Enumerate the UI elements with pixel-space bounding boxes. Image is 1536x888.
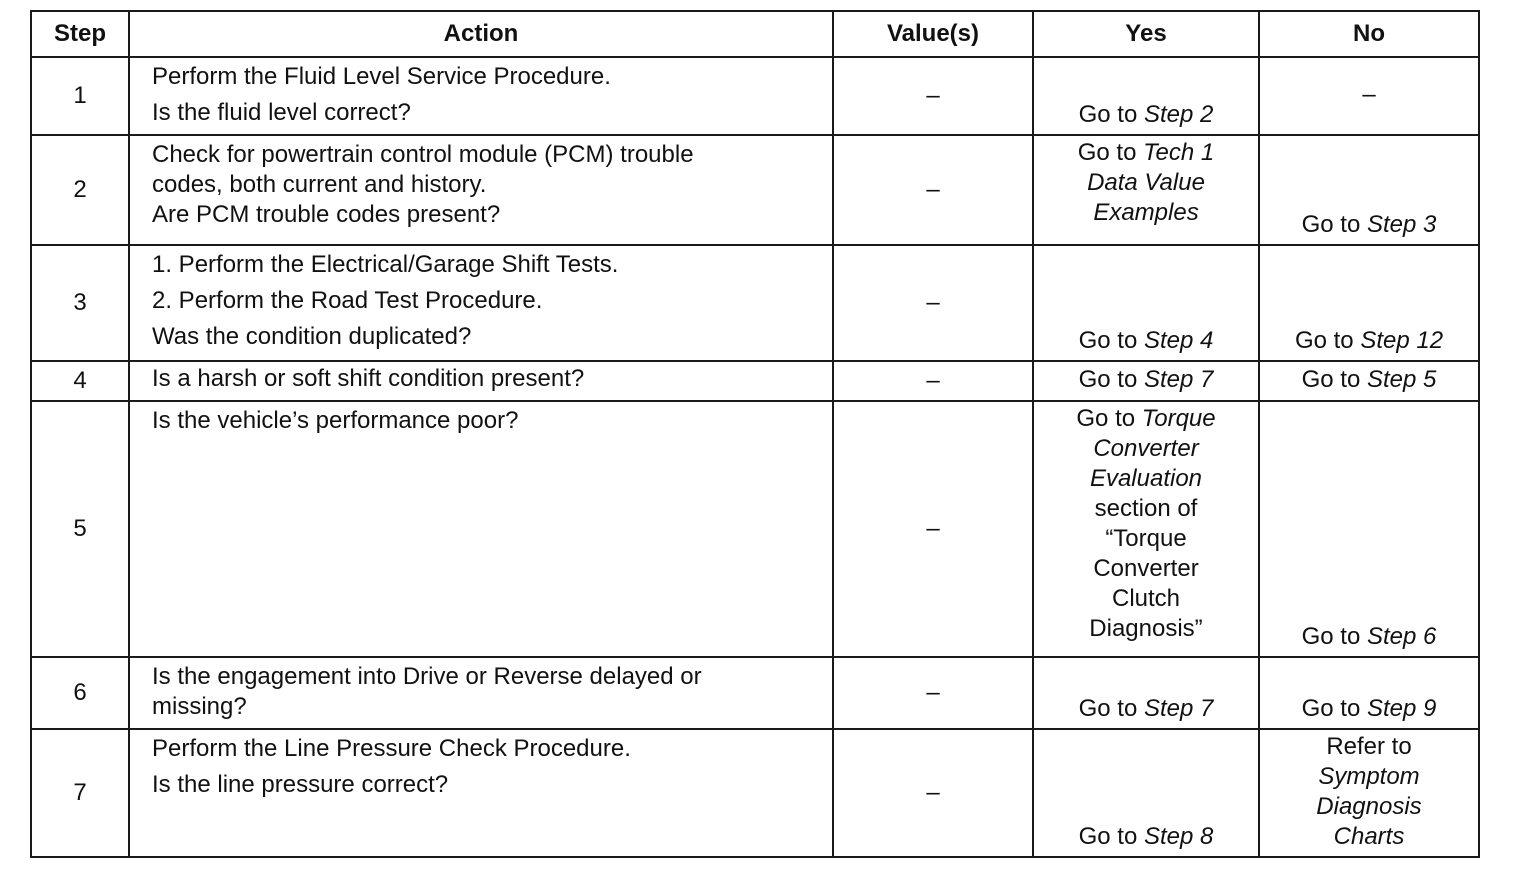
yes-cell	[1033, 245, 1259, 361]
header-row	[31, 11, 1479, 57]
header-action: Action	[129, 11, 833, 57]
yes-ref-link[interactable]: Evaluation	[1089, 465, 1203, 492]
action-cell	[129, 245, 833, 361]
action-line: Is the engagement into Drive or Reverse delayed or	[152, 663, 702, 690]
yes-text: Go to	[1076, 405, 1142, 432]
no-step-link[interactable]: Step 6	[1366, 623, 1437, 650]
action-line: Check for powertrain control module (PCM) trouble	[152, 141, 694, 168]
no-step-link[interactable]: Step 12	[1360, 327, 1444, 354]
no-ref-link[interactable]: Diagnosis	[1316, 793, 1422, 820]
header-yes: Yes	[1033, 11, 1259, 57]
yes-text: Diagnosis”	[1089, 615, 1203, 642]
value-cell: –	[833, 135, 1033, 245]
value-cell: –	[833, 57, 1033, 135]
no-text: Go to	[1301, 623, 1367, 650]
yes-cell	[1033, 57, 1259, 135]
yes-ref-link[interactable]: Converter	[1093, 435, 1199, 462]
yes-step-link[interactable]: Step 7	[1143, 695, 1214, 722]
yes-ref-link[interactable]: Examples	[1093, 199, 1199, 226]
no-text: Refer to	[1326, 733, 1412, 760]
yes-step-link[interactable]: Step 7	[1143, 366, 1214, 393]
action-cell	[129, 729, 833, 857]
no-ref-link[interactable]: Charts	[1333, 823, 1405, 850]
yes-step-link[interactable]: Step 8	[1143, 823, 1214, 850]
yes-text: Go to	[1078, 101, 1144, 128]
no-step-link[interactable]: Step 5	[1366, 366, 1437, 393]
step-number: 3	[31, 245, 129, 361]
step-number: 5	[31, 401, 129, 657]
yes-text: Go to	[1078, 823, 1144, 850]
yes-ref-link[interactable]: Torque	[1141, 405, 1216, 432]
yes-text: section of	[1094, 495, 1198, 522]
yes-text: Go to	[1078, 695, 1144, 722]
diagnostic-table	[30, 10, 1480, 858]
no-text: Go to	[1294, 327, 1361, 354]
action-line: 1. Perform the Electrical/Garage Shift Tests.	[152, 251, 619, 278]
action-cell	[129, 57, 833, 135]
action-line: Is the fluid level correct?	[152, 99, 411, 126]
yes-text: “Torque	[1105, 525, 1187, 552]
yes-ref-link[interactable]: Tech 1	[1143, 139, 1215, 166]
value-cell: –	[833, 361, 1033, 401]
action-cell	[129, 135, 833, 245]
yes-text: Converter	[1093, 555, 1199, 582]
yes-cell	[1033, 135, 1259, 245]
action-cell	[129, 657, 833, 729]
table-row	[31, 135, 1479, 245]
value-cell: –	[833, 245, 1033, 361]
no-cell	[1259, 657, 1479, 729]
value-cell: –	[833, 729, 1033, 857]
yes-ref-link[interactable]: Data Value	[1087, 169, 1205, 196]
action-cell	[129, 401, 833, 657]
no-step-link[interactable]: Step 9	[1366, 695, 1437, 722]
no-cell: –	[1259, 57, 1479, 135]
value-cell: –	[833, 401, 1033, 657]
no-cell	[1259, 135, 1479, 245]
action-line: 2. Perform the Road Test Procedure.	[152, 287, 543, 314]
no-cell	[1259, 361, 1479, 401]
action-cell	[129, 361, 833, 401]
yes-text: Clutch	[1111, 585, 1181, 612]
yes-text: Go to	[1078, 366, 1144, 393]
no-ref-link[interactable]: Symptom	[1318, 763, 1420, 790]
value-cell: –	[833, 657, 1033, 729]
yes-text: Go to	[1077, 139, 1144, 166]
no-step-link[interactable]: Step 3	[1366, 211, 1437, 238]
no-text: Go to	[1301, 366, 1367, 393]
action-line: codes, both current and history.	[152, 171, 487, 198]
table-row	[31, 361, 1479, 401]
no-cell	[1259, 729, 1479, 857]
step-number: 2	[31, 135, 129, 245]
yes-cell	[1033, 729, 1259, 857]
no-text: Go to	[1301, 211, 1367, 238]
no-cell	[1259, 401, 1479, 657]
step-number: 1	[31, 57, 129, 135]
yes-cell	[1033, 361, 1259, 401]
yes-step-link[interactable]: Step 4	[1143, 327, 1214, 354]
table-row	[31, 401, 1479, 657]
yes-cell	[1033, 401, 1259, 657]
no-text: Go to	[1301, 695, 1367, 722]
no-cell	[1259, 245, 1479, 361]
action-line: Are PCM trouble codes present?	[152, 201, 501, 228]
action-line: Perform the Fluid Level Service Procedure.	[152, 63, 611, 90]
yes-text: Go to	[1078, 327, 1144, 354]
action-line: Is the vehicle’s performance poor?	[152, 407, 519, 434]
step-number: 7	[31, 729, 129, 857]
table-row	[31, 657, 1479, 729]
table-row	[31, 57, 1479, 135]
header-no: No	[1259, 11, 1479, 57]
table-row	[31, 729, 1479, 857]
header-values: Value(s)	[833, 11, 1033, 57]
action-line: Perform the Line Pressure Check Procedure.	[152, 735, 631, 762]
yes-cell	[1033, 657, 1259, 729]
header-step: Step	[31, 11, 129, 57]
step-number: 4	[31, 361, 129, 401]
action-line: Was the condition duplicated?	[152, 323, 472, 350]
table-row	[31, 245, 1479, 361]
action-line: Is a harsh or soft shift condition present?	[152, 365, 585, 392]
yes-step-link[interactable]: Step 2	[1143, 101, 1214, 128]
action-line: Is the line pressure correct?	[152, 771, 449, 798]
step-number: 6	[31, 657, 129, 729]
action-line: missing?	[152, 693, 247, 720]
